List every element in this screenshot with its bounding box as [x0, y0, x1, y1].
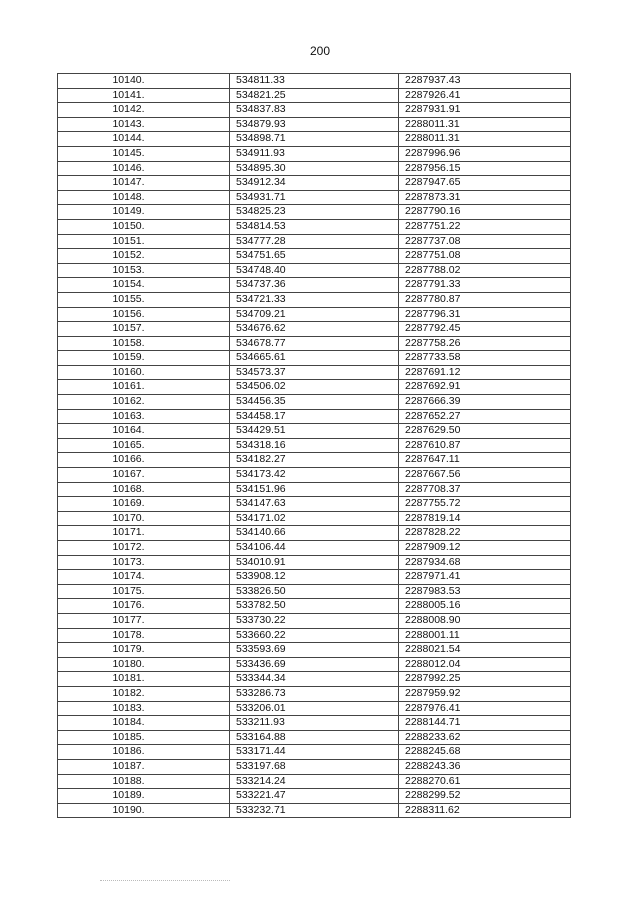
- table-row: [58, 759, 571, 774]
- page-number: 200: [309, 44, 331, 58]
- point-number-cell: 10184.: [58, 716, 230, 731]
- table-row: [58, 292, 571, 307]
- y-coordinate-cell: 2287666.39: [399, 395, 571, 410]
- table-row: [58, 395, 571, 410]
- x-coordinate-cell: 533197.68: [230, 759, 399, 774]
- table-row: [58, 176, 571, 191]
- point-number-cell: 10149.: [58, 205, 230, 220]
- x-coordinate-cell: 534182.27: [230, 453, 399, 468]
- y-coordinate-cell: 2287992.25: [399, 672, 571, 687]
- point-number-cell: 10171.: [58, 526, 230, 541]
- x-coordinate-cell: 534898.71: [230, 132, 399, 147]
- y-coordinate-cell: 2287959.92: [399, 686, 571, 701]
- point-number-cell: 10180.: [58, 657, 230, 672]
- table-row: [58, 146, 571, 161]
- x-coordinate-cell: 534879.93: [230, 117, 399, 132]
- point-number-cell: 10148.: [58, 190, 230, 205]
- table-row: [58, 526, 571, 541]
- point-number-cell: 10179.: [58, 643, 230, 658]
- point-number-cell: 10143.: [58, 117, 230, 132]
- point-number-cell: 10154.: [58, 278, 230, 293]
- point-number-cell: 10150.: [58, 219, 230, 234]
- table-row: [58, 205, 571, 220]
- table-row: [58, 453, 571, 468]
- point-number-cell: 10186.: [58, 745, 230, 760]
- x-coordinate-cell: 534911.93: [230, 146, 399, 161]
- table-row: [58, 190, 571, 205]
- point-number-cell: 10190.: [58, 803, 230, 818]
- y-coordinate-cell: 2287828.22: [399, 526, 571, 541]
- x-coordinate-cell: 533826.50: [230, 584, 399, 599]
- point-number-cell: 10183.: [58, 701, 230, 716]
- table-row: [58, 132, 571, 147]
- table-row: [58, 672, 571, 687]
- x-coordinate-cell: 533232.71: [230, 803, 399, 818]
- y-coordinate-cell: 2287956.15: [399, 161, 571, 176]
- y-coordinate-cell: 2287751.08: [399, 249, 571, 264]
- y-coordinate-cell: 2287996.96: [399, 146, 571, 161]
- x-coordinate-cell: 533164.88: [230, 730, 399, 745]
- table-row: [58, 628, 571, 643]
- point-number-cell: 10164.: [58, 424, 230, 439]
- y-coordinate-cell: 2287667.56: [399, 468, 571, 483]
- x-coordinate-cell: 533286.73: [230, 686, 399, 701]
- point-number-cell: 10158.: [58, 336, 230, 351]
- x-coordinate-cell: 533344.34: [230, 672, 399, 687]
- y-coordinate-cell: 2288008.90: [399, 613, 571, 628]
- y-coordinate-cell: 2287937.43: [399, 74, 571, 89]
- y-coordinate-cell: 2287976.41: [399, 701, 571, 716]
- table-row: [58, 322, 571, 337]
- y-coordinate-cell: 2287647.11: [399, 453, 571, 468]
- table-row: [58, 103, 571, 118]
- y-coordinate-cell: 2287780.87: [399, 292, 571, 307]
- point-number-cell: 10176.: [58, 599, 230, 614]
- x-coordinate-cell: 534173.42: [230, 468, 399, 483]
- point-number-cell: 10163.: [58, 409, 230, 424]
- y-coordinate-cell: 2288011.31: [399, 117, 571, 132]
- y-coordinate-cell: 2288243.36: [399, 759, 571, 774]
- x-coordinate-cell: 534147.63: [230, 497, 399, 512]
- x-coordinate-cell: 533214.24: [230, 774, 399, 789]
- x-coordinate-cell: 534676.62: [230, 322, 399, 337]
- x-coordinate-cell: 534912.34: [230, 176, 399, 191]
- table-row: [58, 278, 571, 293]
- scan-artifact-line: [100, 880, 230, 881]
- table-row: [58, 511, 571, 526]
- point-number-cell: 10155.: [58, 292, 230, 307]
- table-row: [58, 249, 571, 264]
- point-number-cell: 10188.: [58, 774, 230, 789]
- table-row: [58, 380, 571, 395]
- point-number-cell: 10177.: [58, 613, 230, 628]
- y-coordinate-cell: 2287926.41: [399, 88, 571, 103]
- x-coordinate-cell: 534106.44: [230, 541, 399, 556]
- y-coordinate-cell: 2287909.12: [399, 541, 571, 556]
- x-coordinate-cell: 533171.44: [230, 745, 399, 760]
- table-row: [58, 161, 571, 176]
- x-coordinate-cell: 534318.16: [230, 438, 399, 453]
- table-row: [58, 613, 571, 628]
- point-number-cell: 10144.: [58, 132, 230, 147]
- point-number-cell: 10166.: [58, 453, 230, 468]
- y-coordinate-cell: 2288005.16: [399, 599, 571, 614]
- y-coordinate-cell: 2288233.62: [399, 730, 571, 745]
- table-row: [58, 438, 571, 453]
- y-coordinate-cell: 2288144.71: [399, 716, 571, 731]
- x-coordinate-cell: 534811.33: [230, 74, 399, 89]
- point-number-cell: 10141.: [58, 88, 230, 103]
- x-coordinate-cell: 533782.50: [230, 599, 399, 614]
- y-coordinate-cell: 2288311.62: [399, 803, 571, 818]
- table-row: [58, 716, 571, 731]
- x-coordinate-cell: 533730.22: [230, 613, 399, 628]
- point-number-cell: 10147.: [58, 176, 230, 191]
- y-coordinate-cell: 2287971.41: [399, 570, 571, 585]
- table-row: [58, 541, 571, 556]
- x-coordinate-cell: 534010.91: [230, 555, 399, 570]
- table-row: [58, 570, 571, 585]
- x-coordinate-cell: 534429.51: [230, 424, 399, 439]
- y-coordinate-cell: 2288021.54: [399, 643, 571, 658]
- x-coordinate-cell: 534458.17: [230, 409, 399, 424]
- table-row: [58, 74, 571, 89]
- table-row: [58, 351, 571, 366]
- y-coordinate-cell: 2287737.08: [399, 234, 571, 249]
- table-row: [58, 803, 571, 818]
- x-coordinate-cell: 534140.66: [230, 526, 399, 541]
- x-coordinate-cell: 534678.77: [230, 336, 399, 351]
- point-number-cell: 10187.: [58, 759, 230, 774]
- y-coordinate-cell: 2288011.31: [399, 132, 571, 147]
- point-number-cell: 10156.: [58, 307, 230, 322]
- y-coordinate-cell: 2287931.91: [399, 103, 571, 118]
- x-coordinate-cell: 533908.12: [230, 570, 399, 585]
- point-number-cell: 10185.: [58, 730, 230, 745]
- table-row: [58, 584, 571, 599]
- x-coordinate-cell: 534931.71: [230, 190, 399, 205]
- x-coordinate-cell: 534456.35: [230, 395, 399, 410]
- y-coordinate-cell: 2288270.61: [399, 774, 571, 789]
- table-row: [58, 789, 571, 804]
- y-coordinate-cell: 2287790.16: [399, 205, 571, 220]
- x-coordinate-cell: 534895.30: [230, 161, 399, 176]
- point-number-cell: 10162.: [58, 395, 230, 410]
- table-row: [58, 686, 571, 701]
- table-row: [58, 365, 571, 380]
- point-number-cell: 10160.: [58, 365, 230, 380]
- y-coordinate-cell: 2287758.26: [399, 336, 571, 351]
- point-number-cell: 10142.: [58, 103, 230, 118]
- x-coordinate-cell: 534825.23: [230, 205, 399, 220]
- table-row: [58, 774, 571, 789]
- table-row: [58, 117, 571, 132]
- table-row: [58, 657, 571, 672]
- table-row: [58, 497, 571, 512]
- table-row: [58, 88, 571, 103]
- y-coordinate-cell: 2287751.22: [399, 219, 571, 234]
- x-coordinate-cell: 534573.37: [230, 365, 399, 380]
- x-coordinate-cell: 534814.53: [230, 219, 399, 234]
- y-coordinate-cell: 2287788.02: [399, 263, 571, 278]
- table-row: [58, 307, 571, 322]
- y-coordinate-cell: 2288245.68: [399, 745, 571, 760]
- table-row: [58, 219, 571, 234]
- point-number-cell: 10161.: [58, 380, 230, 395]
- table-row: [58, 701, 571, 716]
- table-row: [58, 599, 571, 614]
- y-coordinate-cell: 2287692.91: [399, 380, 571, 395]
- point-number-cell: 10140.: [58, 74, 230, 89]
- y-coordinate-cell: 2287733.58: [399, 351, 571, 366]
- point-number-cell: 10170.: [58, 511, 230, 526]
- y-coordinate-cell: 2287983.53: [399, 584, 571, 599]
- x-coordinate-cell: 534748.40: [230, 263, 399, 278]
- y-coordinate-cell: 2287755.72: [399, 497, 571, 512]
- point-number-cell: 10157.: [58, 322, 230, 337]
- y-coordinate-cell: 2287791.33: [399, 278, 571, 293]
- y-coordinate-cell: 2288012.04: [399, 657, 571, 672]
- point-number-cell: 10159.: [58, 351, 230, 366]
- y-coordinate-cell: 2288001.11: [399, 628, 571, 643]
- table-row: [58, 234, 571, 249]
- point-number-cell: 10175.: [58, 584, 230, 599]
- x-coordinate-cell: 533593.69: [230, 643, 399, 658]
- x-coordinate-cell: 534665.61: [230, 351, 399, 366]
- x-coordinate-cell: 534751.65: [230, 249, 399, 264]
- point-number-cell: 10173.: [58, 555, 230, 570]
- table-row: [58, 730, 571, 745]
- point-number-cell: 10146.: [58, 161, 230, 176]
- y-coordinate-cell: 2288299.52: [399, 789, 571, 804]
- coordinates-table-body: [58, 74, 571, 818]
- point-number-cell: 10152.: [58, 249, 230, 264]
- table-row: [58, 424, 571, 439]
- y-coordinate-cell: 2287873.31: [399, 190, 571, 205]
- y-coordinate-cell: 2287947.65: [399, 176, 571, 191]
- point-number-cell: 10168.: [58, 482, 230, 497]
- point-number-cell: 10182.: [58, 686, 230, 701]
- table-row: [58, 336, 571, 351]
- coordinates-table: [57, 73, 571, 818]
- x-coordinate-cell: 533221.47: [230, 789, 399, 804]
- y-coordinate-cell: 2287819.14: [399, 511, 571, 526]
- table-row: [58, 409, 571, 424]
- x-coordinate-cell: 533206.01: [230, 701, 399, 716]
- x-coordinate-cell: 534821.25: [230, 88, 399, 103]
- table-row: [58, 643, 571, 658]
- x-coordinate-cell: 534171.02: [230, 511, 399, 526]
- y-coordinate-cell: 2287796.31: [399, 307, 571, 322]
- x-coordinate-cell: 534709.21: [230, 307, 399, 322]
- point-number-cell: 10174.: [58, 570, 230, 585]
- point-number-cell: 10151.: [58, 234, 230, 249]
- point-number-cell: 10189.: [58, 789, 230, 804]
- x-coordinate-cell: 533660.22: [230, 628, 399, 643]
- point-number-cell: 10165.: [58, 438, 230, 453]
- table-row: [58, 263, 571, 278]
- y-coordinate-cell: 2287691.12: [399, 365, 571, 380]
- point-number-cell: 10145.: [58, 146, 230, 161]
- y-coordinate-cell: 2287610.87: [399, 438, 571, 453]
- point-number-cell: 10169.: [58, 497, 230, 512]
- x-coordinate-cell: 534151.96: [230, 482, 399, 497]
- x-coordinate-cell: 533211.93: [230, 716, 399, 731]
- x-coordinate-cell: 534837.83: [230, 103, 399, 118]
- y-coordinate-cell: 2287708.37: [399, 482, 571, 497]
- y-coordinate-cell: 2287934.68: [399, 555, 571, 570]
- y-coordinate-cell: 2287792.45: [399, 322, 571, 337]
- y-coordinate-cell: 2287652.27: [399, 409, 571, 424]
- table-row: [58, 555, 571, 570]
- point-number-cell: 10153.: [58, 263, 230, 278]
- table-row: [58, 468, 571, 483]
- point-number-cell: 10181.: [58, 672, 230, 687]
- point-number-cell: 10167.: [58, 468, 230, 483]
- table-row: [58, 745, 571, 760]
- x-coordinate-cell: 534721.33: [230, 292, 399, 307]
- x-coordinate-cell: 534506.02: [230, 380, 399, 395]
- y-coordinate-cell: 2287629.50: [399, 424, 571, 439]
- x-coordinate-cell: 534777.28: [230, 234, 399, 249]
- point-number-cell: 10172.: [58, 541, 230, 556]
- table-row: [58, 482, 571, 497]
- x-coordinate-cell: 534737.36: [230, 278, 399, 293]
- x-coordinate-cell: 533436.69: [230, 657, 399, 672]
- point-number-cell: 10178.: [58, 628, 230, 643]
